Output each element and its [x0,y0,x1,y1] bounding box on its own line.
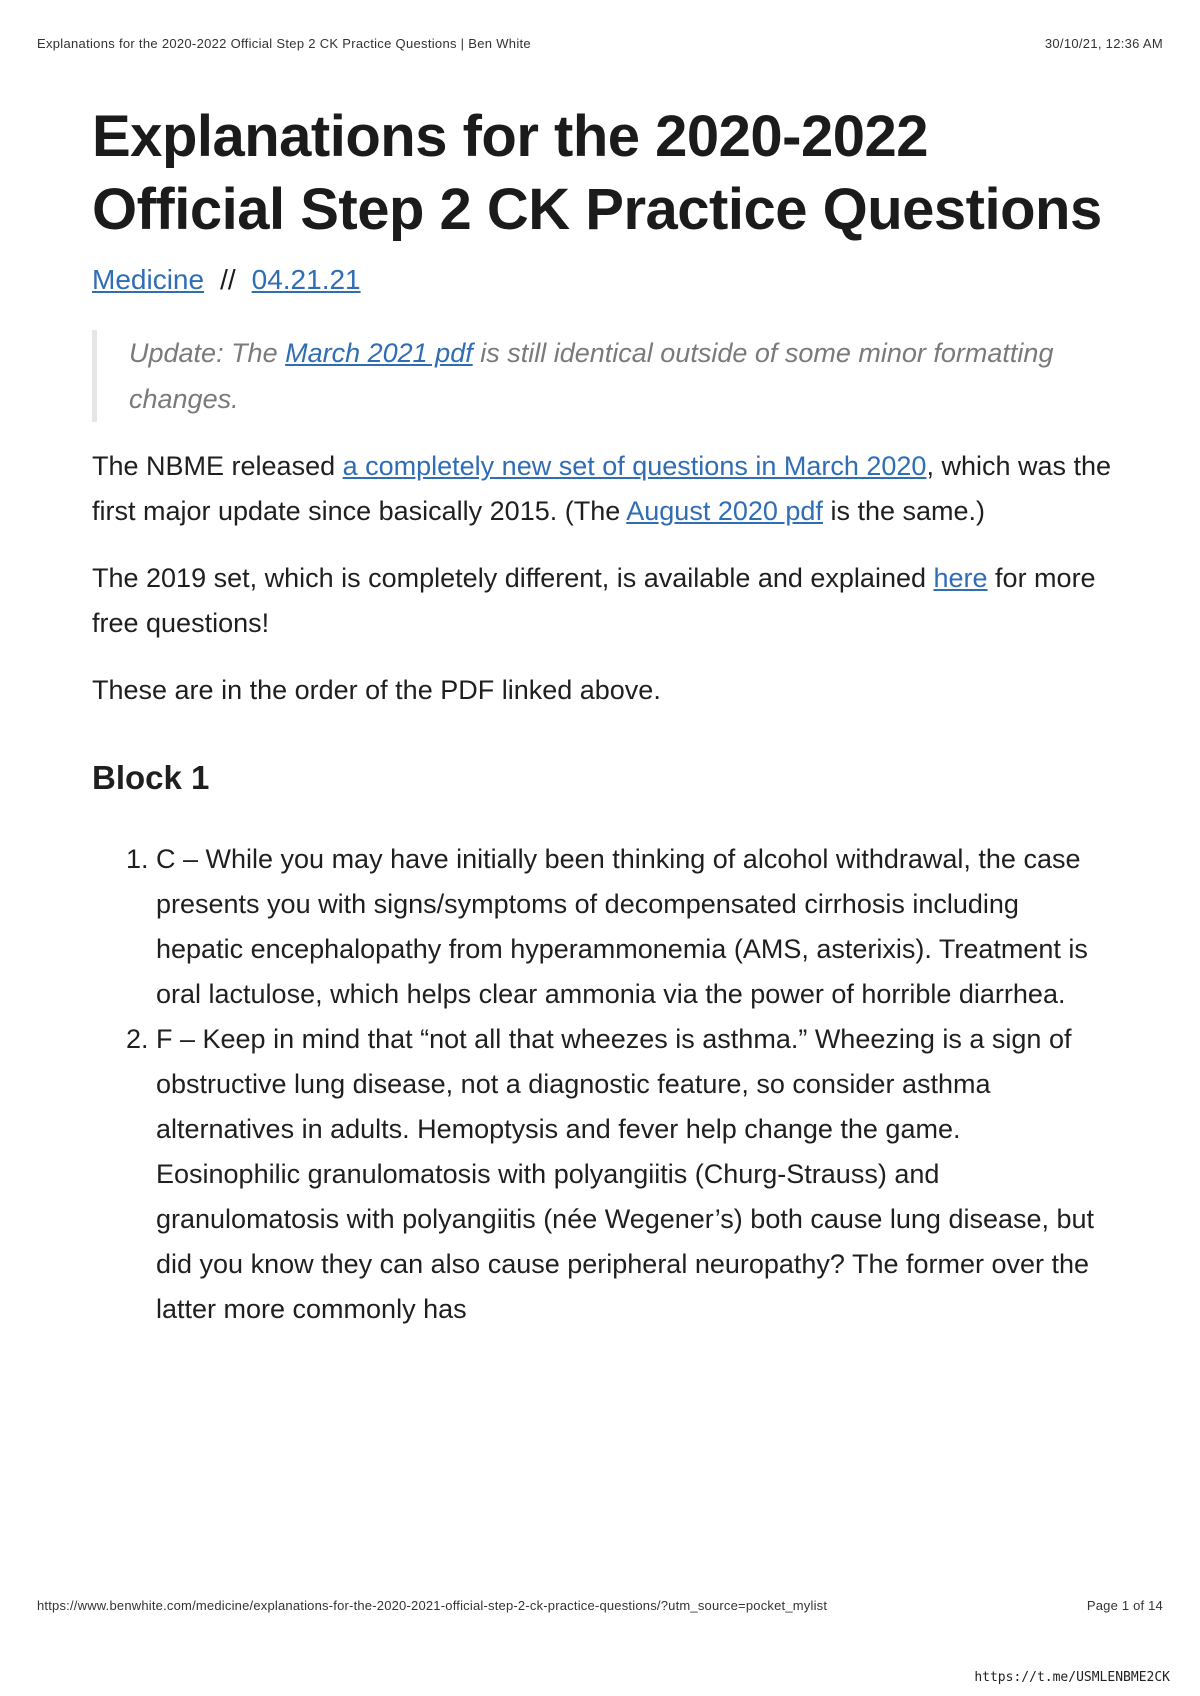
print-header-title: Explanations for the 2020-2022 Official Step 2 CK Practice Questions | Ben White [37,36,531,51]
meta-separator: // [220,264,236,295]
print-header-datetime: 30/10/21, 12:36 AM [1044,36,1163,51]
list-item: 1. C – While you may have initially been thinking of alcohol withdrawal, the case presents you with signs/symptoms of decompensated cirrhosis including hepatic encephalopathy from hyperammonemia (AMS, asterixis). Treatment is oral lactulose, which helps clear ammonia via the power of horrible diarrhea. [156,837,1112,1017]
watermark-url: https://t.me/USMLENBME2CK [974,1670,1170,1685]
set-2019-text-pre: The 2019 set, which is completely different, is available and explained [92,563,934,593]
intro-text-pre: The NBME released [92,451,343,481]
page-title: Explanations for the 2020-2022 Official Step 2 CK Practice Questions [92,104,1102,242]
block-heading: Block 1 [92,759,210,796]
march-2020-questions-link[interactable]: a completely new set of questions in March 2020 [342,451,927,481]
update-note [92,330,1112,422]
list-item: 2. F – Keep in mind that “not all that wheezes is asthma.” Wheezing is a sign of obstructive lung disease, not a diagnostic feature, so consider asthma alternatives in adults. Hemoptysis and fever help change the game. Eosinophilic granulomatosis with polyangiitis (Churg-Strauss) and granulomatosis with polyangiitis (née Wegener’s) both cause lung disease, but did you know they can also cause peripheral neuropathy? The former over the latter more commonly has [156,1017,1112,1332]
page-url: https://www.benwhite.com/medicine/explanations-for-the-2020-2021-official-step-2-ck-practice-questions/?utm_source=pocket_mylist [37,1598,828,1613]
intro-text-post: is the same.) [822,496,985,526]
here-link[interactable]: here [933,563,988,593]
post-meta [92,260,1112,300]
article [92,100,1112,1332]
update-text-pre: Update: The [129,338,286,368]
order-note: These are in the order of the PDF linked above. [92,675,661,705]
answer-list [92,837,1112,1332]
set-2019-paragraph [92,556,1112,646]
update-text-post: is still identical outside of some minor formatting changes. [129,338,1054,414]
intro-paragraph [92,444,1112,534]
category-link[interactable]: Medicine [92,264,205,295]
print-footer [37,1598,1163,1613]
set-2019-text-post: for more free questions! [92,563,1096,638]
august-2020-pdf-link[interactable]: August 2020 pdf [626,496,823,526]
print-header [37,36,1163,51]
intro-text-mid: , which was the first major update since basically 2015. (The [92,451,1112,526]
page-number: Page 1 of 14 [1086,1598,1163,1613]
march-2021-pdf-link[interactable]: March 2021 pdf [285,338,473,368]
date-link[interactable]: 04.21.21 [251,264,361,295]
